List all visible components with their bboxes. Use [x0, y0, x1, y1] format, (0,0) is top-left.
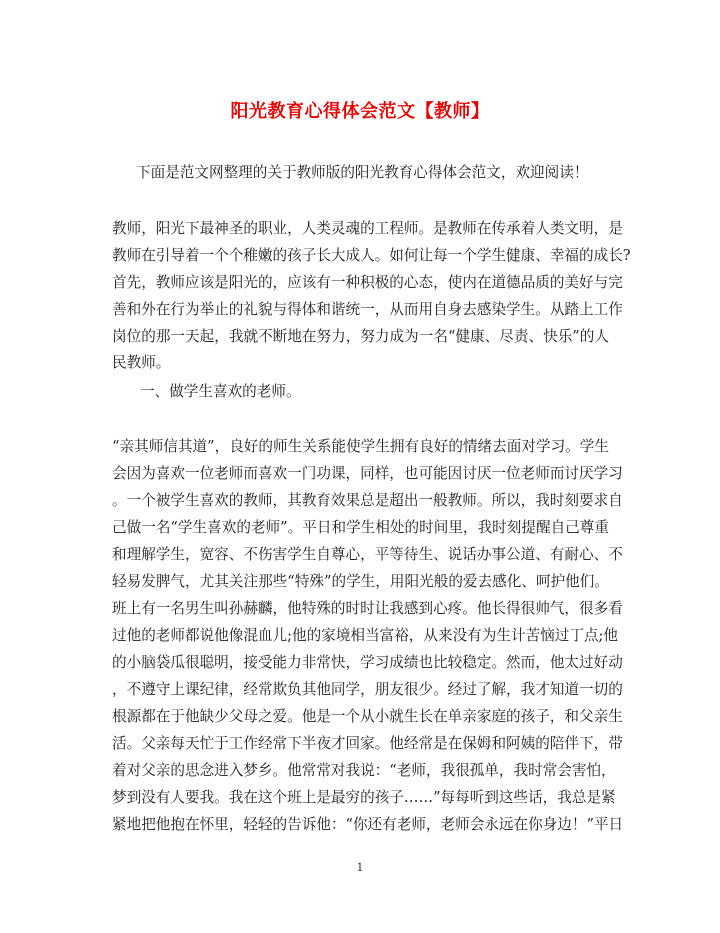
paragraph-2-line-12: 活。父亲每天忙于工作经常下半夜才回家。他经常是在保姆和阿姨的陪伴下，带	[112, 735, 623, 752]
paragraph-2-line-9: 的小脑袋瓜很聪明，接受能力非常快，学习成绩也比较稳定。然而，他太过好动	[112, 654, 623, 671]
paragraph-2-line-4: 己做一名“学生喜欢的老师”。平日和学生相处的时间里，我时刻提醒自己尊重	[112, 519, 609, 536]
document-title: 阳光教育心得体会范文【教师】	[230, 101, 490, 122]
paragraph-2-line-5: 和理解学生，宽容、不伤害学生自尊心，平等待生、说话办事公道、有耐心、不	[112, 546, 623, 563]
paragraph-2-line-13: 着对父亲的思念进入梦乡。他常常对我说：“老师，我很孤单，我时常会害怕，	[112, 762, 616, 779]
paragraph-1-line-5: 岗位的那一天起，我就不断地在努力，努力成为一名“健康、尽责、快乐”的人	[112, 328, 609, 345]
paragraph-2-line-10: ，不遵守上课纪律，经常欺负其他同学，朋友很少。经过了解，我才知道一切的	[112, 681, 623, 698]
paragraph-2-line-8: 过他的老师都说他像混血儿;他的家境相当富裕，从来没有为生计苦恼过丁点;他	[112, 627, 619, 644]
section-heading: 一、做学生喜欢的老师。	[140, 383, 301, 400]
paragraph-2-line-1: “亲其师信其道”，良好的师生关系能使学生拥有良好的情绪去面对学习。学生	[112, 438, 609, 455]
paragraph-2-line-3: 。一个被学生喜欢的教师，其教育效果总是超出一般教师。所以，我时刻要求自	[112, 492, 623, 509]
page-number: 1	[356, 861, 364, 874]
paragraph-1-line-2: 教师在引导着一个个稚嫩的孩子长大成人。如何让每一个学生健康、幸福的成长?	[112, 247, 631, 264]
paragraph-2-line-2: 会因为喜欢一位老师而喜欢一门功课，同样，也可能因讨厌一位老师而讨厌学习	[112, 465, 623, 482]
paragraph-1-line-3: 首先，教师应该是阳光的，应该有一种积极的心态，使内在道德品质的美好与完	[112, 274, 623, 291]
paragraph-2-line-14: 梦到没有人要我。我在这个班上是最穷的孩子……”每每听到这些话，我总是紧	[112, 789, 616, 806]
paragraph-2-line-11: 根源都在于他缺少父母之爱。他是一个从小就生长在单亲家庭的孩子，和父亲生	[112, 708, 623, 725]
paragraph-2-line-6: 轻易发脾气，尤其关注那些“特殊”的学生，用阳光般的爱去感化、呵护他们。	[112, 573, 609, 590]
paragraph-1-line-1: 教师，阳光下最神圣的职业，人类灵魂的工程师。是教师在传承着人类文明，是	[112, 220, 623, 237]
intro-line: 下面是范文网整理的关于教师版的阳光教育心得体会范文，欢迎阅读！	[136, 164, 589, 181]
paragraph-2-line-7: 班上有一名男生叫孙赫麟，他特殊的时时让我感到心疼。他长得很帅气，很多看	[112, 600, 623, 617]
paragraph-1-line-6: 民教师。	[112, 354, 171, 371]
paragraph-2-line-15: 紧地把他抱在怀里，轻轻的告诉他：“你还有老师，老师会永远在你身边！”平日	[112, 816, 624, 833]
paragraph-1-line-4: 善和外在行为举止的礼貌与得体和谐统一，从而用自身去感染学生。从踏上工作	[112, 301, 623, 318]
